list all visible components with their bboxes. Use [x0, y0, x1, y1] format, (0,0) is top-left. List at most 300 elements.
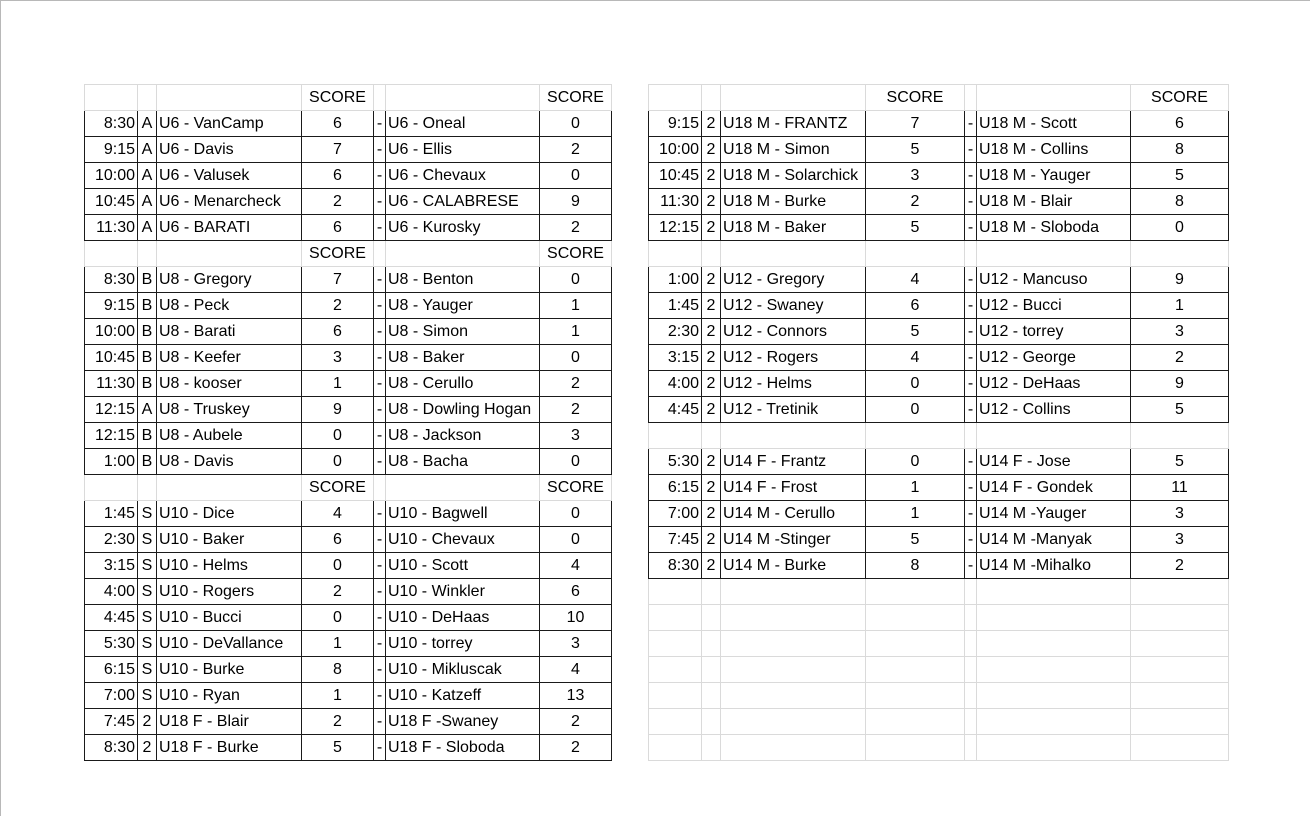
game-time-cell[interactable]: 12:15 [649, 215, 702, 241]
home-team-cell[interactable]: U10 - Baker [157, 527, 302, 553]
empty-cell[interactable] [702, 709, 721, 735]
empty-cell[interactable] [386, 241, 540, 267]
field-cell[interactable]: A [138, 215, 157, 241]
field-cell[interactable]: 2 [702, 189, 721, 215]
away-score-cell[interactable]: 2 [540, 371, 612, 397]
home-team-cell[interactable]: U18 M - Burke [721, 189, 866, 215]
empty-cell[interactable] [977, 735, 1131, 761]
game-time-cell[interactable]: 11:30 [85, 371, 138, 397]
empty-cell[interactable] [157, 241, 302, 267]
game-time-cell[interactable]: 9:15 [85, 137, 138, 163]
separator-cell[interactable]: - [374, 371, 386, 397]
empty-cell[interactable] [977, 241, 1131, 267]
field-cell[interactable]: A [138, 189, 157, 215]
home-score-cell[interactable]: 1 [302, 371, 374, 397]
away-team-cell[interactable]: U8 - Jackson [386, 423, 540, 449]
empty-cell[interactable] [977, 631, 1131, 657]
away-team-cell[interactable]: U14 M -Mihalko [977, 553, 1131, 579]
separator-cell[interactable]: - [374, 423, 386, 449]
empty-cell[interactable] [866, 735, 965, 761]
score-header[interactable]: SCORE [540, 475, 612, 501]
away-score-cell[interactable]: 2 [540, 137, 612, 163]
away-team-cell[interactable]: U8 - Yauger [386, 293, 540, 319]
game-time-cell[interactable]: 11:30 [85, 215, 138, 241]
field-cell[interactable]: A [138, 163, 157, 189]
empty-cell[interactable] [1131, 579, 1229, 605]
home-team-cell[interactable]: U6 - Valusek [157, 163, 302, 189]
separator-cell[interactable]: - [374, 709, 386, 735]
empty-cell[interactable] [649, 683, 702, 709]
empty-cell[interactable] [965, 423, 977, 449]
away-team-cell[interactable]: U8 - Cerullo [386, 371, 540, 397]
game-time-cell[interactable]: 11:30 [649, 189, 702, 215]
field-cell[interactable]: S [138, 657, 157, 683]
empty-cell[interactable] [866, 241, 965, 267]
empty-cell[interactable] [977, 683, 1131, 709]
home-score-cell[interactable]: 5 [866, 137, 965, 163]
away-team-cell[interactable]: U10 - torrey [386, 631, 540, 657]
empty-cell[interactable] [866, 709, 965, 735]
separator-cell[interactable]: - [374, 449, 386, 475]
home-score-cell[interactable]: 4 [866, 345, 965, 371]
away-team-cell[interactable]: U18 M - Sloboda [977, 215, 1131, 241]
away-team-cell[interactable]: U10 - Katzeff [386, 683, 540, 709]
field-cell[interactable]: 2 [702, 163, 721, 189]
home-score-cell[interactable]: 8 [866, 553, 965, 579]
game-time-cell[interactable]: 1:00 [649, 267, 702, 293]
away-score-cell[interactable]: 2 [540, 735, 612, 761]
away-score-cell[interactable]: 9 [1131, 371, 1229, 397]
game-time-cell[interactable]: 1:00 [85, 449, 138, 475]
empty-cell[interactable] [721, 683, 866, 709]
away-team-cell[interactable]: U18 F -Swaney [386, 709, 540, 735]
empty-cell[interactable] [702, 631, 721, 657]
away-team-cell[interactable]: U6 - Kurosky [386, 215, 540, 241]
separator-cell[interactable]: - [374, 657, 386, 683]
away-score-cell[interactable]: 6 [540, 579, 612, 605]
empty-cell[interactable] [649, 423, 702, 449]
away-team-cell[interactable]: U18 F - Sloboda [386, 735, 540, 761]
field-cell[interactable]: S [138, 631, 157, 657]
game-time-cell[interactable]: 8:30 [649, 553, 702, 579]
empty-cell[interactable] [721, 735, 866, 761]
home-score-cell[interactable]: 1 [866, 475, 965, 501]
separator-cell[interactable]: - [965, 475, 977, 501]
game-time-cell[interactable]: 10:00 [85, 163, 138, 189]
away-score-cell[interactable]: 8 [1131, 189, 1229, 215]
field-cell[interactable]: A [138, 137, 157, 163]
home-score-cell[interactable]: 0 [302, 449, 374, 475]
score-header[interactable]: SCORE [540, 85, 612, 111]
away-team-cell[interactable]: U10 - DeHaas [386, 605, 540, 631]
field-cell[interactable]: B [138, 423, 157, 449]
field-cell[interactable]: 2 [702, 293, 721, 319]
away-score-cell[interactable]: 4 [540, 553, 612, 579]
empty-cell[interactable] [702, 241, 721, 267]
empty-cell[interactable] [721, 241, 866, 267]
home-team-cell[interactable]: U8 - kooser [157, 371, 302, 397]
field-cell[interactable]: B [138, 319, 157, 345]
away-score-cell[interactable]: 2 [540, 397, 612, 423]
home-score-cell[interactable]: 0 [866, 397, 965, 423]
home-score-cell[interactable]: 3 [866, 163, 965, 189]
home-team-cell[interactable]: U10 - Bucci [157, 605, 302, 631]
away-team-cell[interactable]: U10 - Mikluscak [386, 657, 540, 683]
home-team-cell[interactable]: U18 F - Burke [157, 735, 302, 761]
empty-cell[interactable] [1131, 657, 1229, 683]
away-score-cell[interactable]: 0 [1131, 215, 1229, 241]
separator-cell[interactable]: - [965, 163, 977, 189]
away-team-cell[interactable]: U12 - Mancuso [977, 267, 1131, 293]
home-team-cell[interactable]: U10 - Burke [157, 657, 302, 683]
home-score-cell[interactable]: 6 [302, 111, 374, 137]
empty-cell[interactable] [386, 85, 540, 111]
home-team-cell[interactable]: U10 - Helms [157, 553, 302, 579]
field-cell[interactable]: B [138, 449, 157, 475]
away-score-cell[interactable]: 11 [1131, 475, 1229, 501]
separator-cell[interactable]: - [374, 735, 386, 761]
separator-cell[interactable]: - [965, 189, 977, 215]
game-time-cell[interactable]: 7:45 [85, 709, 138, 735]
home-score-cell[interactable]: 9 [302, 397, 374, 423]
empty-cell[interactable] [702, 735, 721, 761]
separator-cell[interactable]: - [965, 397, 977, 423]
away-score-cell[interactable]: 3 [1131, 319, 1229, 345]
separator-cell[interactable]: - [965, 501, 977, 527]
home-score-cell[interactable]: 2 [302, 293, 374, 319]
away-score-cell[interactable]: 0 [540, 501, 612, 527]
home-team-cell[interactable]: U8 - Davis [157, 449, 302, 475]
separator-cell[interactable]: - [374, 605, 386, 631]
separator-cell[interactable]: - [374, 397, 386, 423]
empty-cell[interactable] [702, 605, 721, 631]
empty-cell[interactable] [721, 605, 866, 631]
empty-cell[interactable] [702, 85, 721, 111]
away-team-cell[interactable]: U14 M -Yauger [977, 501, 1131, 527]
separator-cell[interactable]: - [965, 319, 977, 345]
home-score-cell[interactable]: 0 [866, 371, 965, 397]
field-cell[interactable]: S [138, 683, 157, 709]
away-score-cell[interactable]: 4 [540, 657, 612, 683]
empty-cell[interactable] [1131, 709, 1229, 735]
empty-cell[interactable] [138, 241, 157, 267]
empty-cell[interactable] [649, 631, 702, 657]
home-score-cell[interactable]: 6 [302, 527, 374, 553]
away-score-cell[interactable]: 9 [1131, 267, 1229, 293]
empty-cell[interactable] [977, 423, 1131, 449]
field-cell[interactable]: 2 [702, 501, 721, 527]
home-team-cell[interactable]: U6 - BARATI [157, 215, 302, 241]
home-score-cell[interactable]: 5 [866, 527, 965, 553]
empty-cell[interactable] [977, 85, 1131, 111]
empty-cell[interactable] [374, 475, 386, 501]
home-team-cell[interactable]: U8 - Peck [157, 293, 302, 319]
separator-cell[interactable]: - [374, 527, 386, 553]
home-score-cell[interactable]: 2 [302, 709, 374, 735]
empty-cell[interactable] [1131, 631, 1229, 657]
separator-cell[interactable]: - [965, 553, 977, 579]
home-score-cell[interactable]: 7 [302, 267, 374, 293]
score-header[interactable]: SCORE [540, 241, 612, 267]
away-score-cell[interactable]: 1 [540, 319, 612, 345]
empty-cell[interactable] [702, 683, 721, 709]
home-team-cell[interactable]: U12 - Swaney [721, 293, 866, 319]
home-team-cell[interactable]: U12 - Connors [721, 319, 866, 345]
separator-cell[interactable]: - [374, 319, 386, 345]
game-time-cell[interactable]: 8:30 [85, 267, 138, 293]
empty-cell[interactable] [866, 631, 965, 657]
home-team-cell[interactable]: U10 - DeVallance [157, 631, 302, 657]
empty-cell[interactable] [965, 683, 977, 709]
home-team-cell[interactable]: U14 F - Frost [721, 475, 866, 501]
home-team-cell[interactable]: U8 - Truskey [157, 397, 302, 423]
empty-cell[interactable] [649, 241, 702, 267]
separator-cell[interactable]: - [374, 163, 386, 189]
home-team-cell[interactable]: U8 - Barati [157, 319, 302, 345]
empty-cell[interactable] [138, 475, 157, 501]
away-team-cell[interactable]: U12 - Bucci [977, 293, 1131, 319]
empty-cell[interactable] [138, 85, 157, 111]
away-team-cell[interactable]: U18 M - Yauger [977, 163, 1131, 189]
game-time-cell[interactable]: 1:45 [649, 293, 702, 319]
away-team-cell[interactable]: U12 - torrey [977, 319, 1131, 345]
home-team-cell[interactable]: U6 - Davis [157, 137, 302, 163]
empty-cell[interactable] [649, 579, 702, 605]
empty-cell[interactable] [374, 85, 386, 111]
away-score-cell[interactable]: 3 [1131, 527, 1229, 553]
home-score-cell[interactable]: 0 [302, 605, 374, 631]
away-score-cell[interactable]: 2 [540, 215, 612, 241]
home-team-cell[interactable]: U18 M - Solarchick [721, 163, 866, 189]
home-team-cell[interactable]: U6 - Menarcheck [157, 189, 302, 215]
away-score-cell[interactable]: 0 [540, 449, 612, 475]
empty-cell[interactable] [977, 709, 1131, 735]
home-team-cell[interactable]: U12 - Tretinik [721, 397, 866, 423]
game-time-cell[interactable]: 8:30 [85, 735, 138, 761]
game-time-cell[interactable]: 10:00 [85, 319, 138, 345]
away-score-cell[interactable]: 5 [1131, 163, 1229, 189]
away-score-cell[interactable]: 5 [1131, 449, 1229, 475]
away-score-cell[interactable]: 2 [1131, 345, 1229, 371]
away-score-cell[interactable]: 0 [540, 267, 612, 293]
game-time-cell[interactable]: 3:15 [85, 553, 138, 579]
separator-cell[interactable]: - [374, 553, 386, 579]
empty-cell[interactable] [1131, 423, 1229, 449]
empty-cell[interactable] [85, 475, 138, 501]
separator-cell[interactable]: - [374, 579, 386, 605]
home-score-cell[interactable]: 1 [302, 683, 374, 709]
game-time-cell[interactable]: 10:45 [85, 189, 138, 215]
empty-cell[interactable] [386, 475, 540, 501]
empty-cell[interactable] [649, 605, 702, 631]
game-time-cell[interactable]: 7:00 [85, 683, 138, 709]
empty-cell[interactable] [1131, 241, 1229, 267]
separator-cell[interactable]: - [965, 449, 977, 475]
away-team-cell[interactable]: U10 - Scott [386, 553, 540, 579]
empty-cell[interactable] [85, 241, 138, 267]
score-header[interactable]: SCORE [302, 475, 374, 501]
separator-cell[interactable]: - [374, 501, 386, 527]
separator-cell[interactable]: - [374, 293, 386, 319]
away-team-cell[interactable]: U18 M - Scott [977, 111, 1131, 137]
home-score-cell[interactable]: 4 [302, 501, 374, 527]
empty-cell[interactable] [1131, 735, 1229, 761]
empty-cell[interactable] [721, 657, 866, 683]
home-team-cell[interactable]: U14 M - Cerullo [721, 501, 866, 527]
away-team-cell[interactable]: U10 - Winkler [386, 579, 540, 605]
field-cell[interactable]: S [138, 605, 157, 631]
away-score-cell[interactable]: 3 [1131, 501, 1229, 527]
empty-cell[interactable] [721, 85, 866, 111]
empty-cell[interactable] [702, 579, 721, 605]
game-time-cell[interactable]: 2:30 [649, 319, 702, 345]
game-time-cell[interactable]: 12:15 [85, 397, 138, 423]
home-team-cell[interactable]: U14 M -Stinger [721, 527, 866, 553]
away-team-cell[interactable]: U14 F - Gondek [977, 475, 1131, 501]
away-score-cell[interactable]: 0 [540, 527, 612, 553]
home-score-cell[interactable]: 6 [866, 293, 965, 319]
away-team-cell[interactable]: U8 - Simon [386, 319, 540, 345]
away-team-cell[interactable]: U6 - Chevaux [386, 163, 540, 189]
home-score-cell[interactable]: 8 [302, 657, 374, 683]
field-cell[interactable]: A [138, 397, 157, 423]
game-time-cell[interactable]: 7:00 [649, 501, 702, 527]
game-time-cell[interactable]: 12:15 [85, 423, 138, 449]
home-team-cell[interactable]: U12 - Rogers [721, 345, 866, 371]
field-cell[interactable]: S [138, 579, 157, 605]
empty-cell[interactable] [157, 85, 302, 111]
field-cell[interactable]: 2 [702, 137, 721, 163]
empty-cell[interactable] [649, 85, 702, 111]
empty-cell[interactable] [965, 85, 977, 111]
game-time-cell[interactable]: 10:45 [85, 345, 138, 371]
home-score-cell[interactable]: 7 [866, 111, 965, 137]
separator-cell[interactable]: - [374, 345, 386, 371]
game-time-cell[interactable]: 6:15 [649, 475, 702, 501]
game-time-cell[interactable]: 4:45 [85, 605, 138, 631]
home-team-cell[interactable]: U8 - Aubele [157, 423, 302, 449]
home-team-cell[interactable]: U8 - Keefer [157, 345, 302, 371]
field-cell[interactable]: 2 [702, 111, 721, 137]
empty-cell[interactable] [965, 579, 977, 605]
separator-cell[interactable]: - [374, 683, 386, 709]
away-team-cell[interactable]: U14 F - Jose [977, 449, 1131, 475]
score-header[interactable]: SCORE [866, 85, 965, 111]
empty-cell[interactable] [721, 423, 866, 449]
empty-cell[interactable] [374, 241, 386, 267]
empty-cell[interactable] [866, 605, 965, 631]
field-cell[interactable]: 2 [702, 267, 721, 293]
separator-cell[interactable]: - [965, 137, 977, 163]
field-cell[interactable]: 2 [702, 449, 721, 475]
field-cell[interactable]: 2 [702, 527, 721, 553]
field-cell[interactable]: 2 [702, 345, 721, 371]
away-team-cell[interactable]: U18 M - Collins [977, 137, 1131, 163]
field-cell[interactable]: 2 [702, 553, 721, 579]
away-score-cell[interactable]: 1 [540, 293, 612, 319]
away-team-cell[interactable]: U6 - Oneal [386, 111, 540, 137]
away-score-cell[interactable]: 13 [540, 683, 612, 709]
separator-cell[interactable]: - [965, 111, 977, 137]
empty-cell[interactable] [85, 85, 138, 111]
empty-cell[interactable] [649, 735, 702, 761]
separator-cell[interactable]: - [965, 267, 977, 293]
empty-cell[interactable] [866, 657, 965, 683]
field-cell[interactable]: B [138, 345, 157, 371]
away-score-cell[interactable]: 0 [540, 345, 612, 371]
away-team-cell[interactable]: U10 - Bagwell [386, 501, 540, 527]
home-score-cell[interactable]: 6 [302, 163, 374, 189]
away-team-cell[interactable]: U12 - DeHaas [977, 371, 1131, 397]
empty-cell[interactable] [977, 657, 1131, 683]
separator-cell[interactable]: - [965, 215, 977, 241]
field-cell[interactable]: 2 [702, 215, 721, 241]
game-time-cell[interactable]: 4:00 [85, 579, 138, 605]
score-header[interactable]: SCORE [302, 85, 374, 111]
empty-cell[interactable] [702, 657, 721, 683]
empty-cell[interactable] [977, 579, 1131, 605]
empty-cell[interactable] [965, 631, 977, 657]
home-team-cell[interactable]: U12 - Gregory [721, 267, 866, 293]
score-header[interactable]: SCORE [302, 241, 374, 267]
home-score-cell[interactable]: 1 [302, 631, 374, 657]
field-cell[interactable]: 2 [702, 475, 721, 501]
home-score-cell[interactable]: 5 [302, 735, 374, 761]
empty-cell[interactable] [1131, 605, 1229, 631]
home-score-cell[interactable]: 4 [866, 267, 965, 293]
separator-cell[interactable]: - [965, 293, 977, 319]
field-cell[interactable]: S [138, 501, 157, 527]
away-score-cell[interactable]: 0 [540, 163, 612, 189]
field-cell[interactable]: 2 [138, 709, 157, 735]
away-team-cell[interactable]: U10 - Chevaux [386, 527, 540, 553]
game-time-cell[interactable]: 1:45 [85, 501, 138, 527]
empty-cell[interactable] [965, 241, 977, 267]
field-cell[interactable]: S [138, 553, 157, 579]
home-team-cell[interactable]: U10 - Rogers [157, 579, 302, 605]
home-team-cell[interactable]: U8 - Gregory [157, 267, 302, 293]
separator-cell[interactable]: - [965, 371, 977, 397]
empty-cell[interactable] [965, 735, 977, 761]
home-team-cell[interactable]: U12 - Helms [721, 371, 866, 397]
away-score-cell[interactable]: 2 [1131, 553, 1229, 579]
home-team-cell[interactable]: U18 M - Simon [721, 137, 866, 163]
home-score-cell[interactable]: 2 [866, 189, 965, 215]
home-team-cell[interactable]: U10 - Dice [157, 501, 302, 527]
game-time-cell[interactable]: 4:45 [649, 397, 702, 423]
separator-cell[interactable]: - [965, 345, 977, 371]
field-cell[interactable]: 2 [138, 735, 157, 761]
home-score-cell[interactable]: 5 [866, 319, 965, 345]
empty-cell[interactable] [1131, 683, 1229, 709]
home-score-cell[interactable]: 2 [302, 579, 374, 605]
empty-cell[interactable] [866, 579, 965, 605]
away-team-cell[interactable]: U12 - Collins [977, 397, 1131, 423]
empty-cell[interactable] [721, 709, 866, 735]
empty-cell[interactable] [721, 579, 866, 605]
away-score-cell[interactable]: 6 [1131, 111, 1229, 137]
field-cell[interactable]: 2 [702, 397, 721, 423]
away-team-cell[interactable]: U8 - Dowling Hogan [386, 397, 540, 423]
game-time-cell[interactable]: 5:30 [649, 449, 702, 475]
field-cell[interactable]: B [138, 293, 157, 319]
empty-cell[interactable] [965, 605, 977, 631]
home-score-cell[interactable]: 1 [866, 501, 965, 527]
field-cell[interactable]: A [138, 111, 157, 137]
home-team-cell[interactable]: U18 F - Blair [157, 709, 302, 735]
away-score-cell[interactable]: 3 [540, 423, 612, 449]
empty-cell[interactable] [965, 657, 977, 683]
